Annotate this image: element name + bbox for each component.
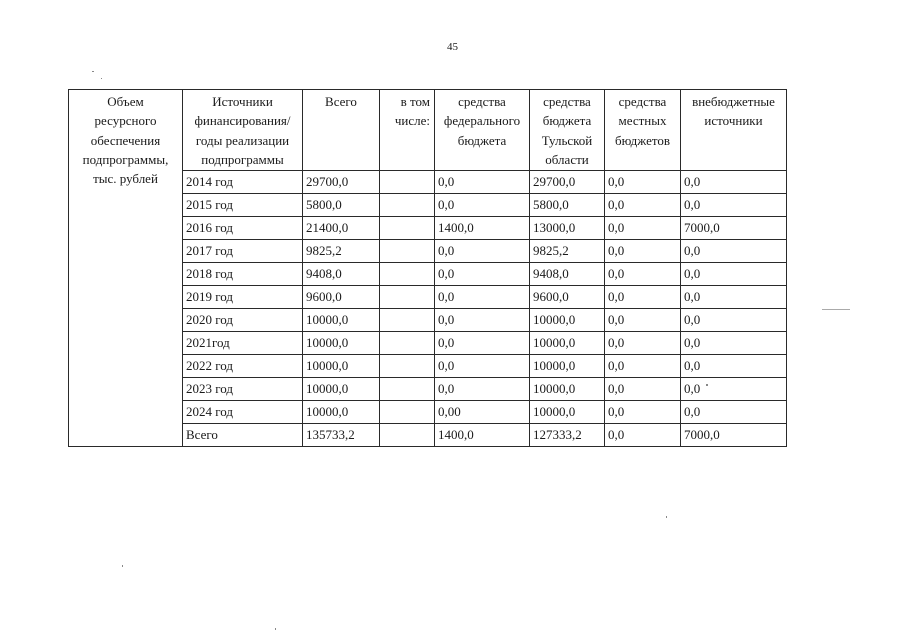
cell-extra: 0,0 bbox=[681, 263, 787, 286]
cell-year: 2020 год bbox=[183, 309, 303, 332]
cell-federal: 1400,0 bbox=[435, 424, 530, 447]
header-line: годы реализации bbox=[195, 132, 290, 148]
cell-local: 0,0 bbox=[605, 424, 681, 447]
cell-including bbox=[380, 194, 435, 217]
header-line: внебюджетные bbox=[692, 94, 775, 109]
header-line: финансирования/ bbox=[194, 113, 291, 129]
header-line: подпрограммы bbox=[201, 151, 284, 167]
cell-regional: 10000,0 bbox=[530, 355, 605, 378]
cell-including bbox=[380, 401, 435, 424]
cell-extra: 7000,0 bbox=[681, 217, 787, 240]
cell-regional: 127333,2 bbox=[530, 424, 605, 447]
scan-speck bbox=[92, 71, 94, 72]
cell-extra: 0,0 bbox=[681, 378, 787, 401]
row-label-text bbox=[72, 92, 179, 188]
cell-year: 2018 год bbox=[183, 263, 303, 286]
cell-total: 135733,2 bbox=[303, 424, 380, 447]
header-regional bbox=[530, 90, 605, 171]
header-total bbox=[303, 90, 380, 171]
cell-federal: 0,0 bbox=[435, 263, 530, 286]
cell-including bbox=[380, 378, 435, 401]
scan-speck bbox=[275, 628, 276, 630]
resource-table bbox=[68, 89, 787, 447]
header-federal bbox=[435, 90, 530, 171]
cell-extra: 0,0 bbox=[681, 355, 787, 378]
header-line: федерального bbox=[443, 113, 521, 129]
header-line: местных bbox=[618, 113, 667, 129]
header-sources bbox=[183, 90, 303, 171]
cell-federal: 0,0 bbox=[435, 309, 530, 332]
cell-extra: 0,0 bbox=[681, 171, 787, 194]
cell-year: 2024 год bbox=[183, 401, 303, 424]
header-including bbox=[380, 90, 435, 171]
cell-extra: 0,0 bbox=[681, 309, 787, 332]
cell-total: 29700,0 bbox=[303, 171, 380, 194]
cell-local: 0,0 bbox=[605, 309, 681, 332]
cell-local: 0,0 bbox=[605, 263, 681, 286]
header-line: тыс. рублей bbox=[93, 171, 158, 187]
cell-total: 5800,0 bbox=[303, 194, 380, 217]
cell-federal: 0,0 bbox=[435, 240, 530, 263]
cell-total: 10000,0 bbox=[303, 309, 380, 332]
cell-regional: 9825,2 bbox=[530, 240, 605, 263]
cell-regional: 9408,0 bbox=[530, 263, 605, 286]
cell-regional: 9600,0 bbox=[530, 286, 605, 309]
cell-federal: 0,0 bbox=[435, 286, 530, 309]
cell-including bbox=[380, 240, 435, 263]
header-line: Тульской bbox=[541, 132, 593, 148]
header-line: средства bbox=[618, 94, 667, 109]
cell-including bbox=[380, 286, 435, 309]
header-line: числе: bbox=[394, 113, 430, 129]
cell-extra: 0,0 bbox=[681, 286, 787, 309]
header-line: ресурсного bbox=[94, 113, 157, 129]
cell-federal: 1400,0 bbox=[435, 217, 530, 240]
cell-local: 0,0 bbox=[605, 401, 681, 424]
cell-including bbox=[380, 424, 435, 447]
cell-regional: 5800,0 bbox=[530, 194, 605, 217]
cell-regional: 29700,0 bbox=[530, 171, 605, 194]
scan-speck bbox=[666, 516, 667, 518]
cell-extra: 7000,0 bbox=[681, 424, 787, 447]
cell-including bbox=[380, 217, 435, 240]
cell-total: 9825,2 bbox=[303, 240, 380, 263]
cell-local: 0,0 bbox=[605, 217, 681, 240]
table-header-row bbox=[69, 90, 787, 171]
header-line: Объем bbox=[107, 94, 144, 109]
scan-speck bbox=[101, 78, 102, 79]
cell-federal: 0,0 bbox=[435, 378, 530, 401]
cell-local: 0,0 bbox=[605, 171, 681, 194]
cell-federal: 0,0 bbox=[435, 332, 530, 355]
header-line: подпрограммы, bbox=[82, 151, 169, 167]
cell-including bbox=[380, 171, 435, 194]
cell-extra: 0,0 bbox=[681, 240, 787, 263]
cell-year: 2016 год bbox=[183, 217, 303, 240]
cell-regional: 10000,0 bbox=[530, 309, 605, 332]
header-line: бюджета bbox=[542, 113, 592, 129]
cell-local: 0,0 bbox=[605, 355, 681, 378]
header-line: Всего bbox=[325, 94, 357, 109]
cell-regional: 10000,0 bbox=[530, 332, 605, 355]
cell-federal: 0,0 bbox=[435, 194, 530, 217]
cell-total: 10000,0 bbox=[303, 401, 380, 424]
cell-including bbox=[380, 263, 435, 286]
header-line: области bbox=[545, 151, 589, 167]
cell-extra: 0,0 bbox=[681, 332, 787, 355]
scan-speck bbox=[122, 565, 123, 567]
cell-year: 2017 год bbox=[183, 240, 303, 263]
header-local bbox=[605, 90, 681, 171]
row-label-cell bbox=[69, 90, 183, 447]
cell-total: 9408,0 bbox=[303, 263, 380, 286]
cell-local: 0,0 bbox=[605, 378, 681, 401]
cell-year: Всего bbox=[183, 424, 303, 447]
cell-year: 2019 год bbox=[183, 286, 303, 309]
cell-local: 0,0 bbox=[605, 194, 681, 217]
cell-including bbox=[380, 355, 435, 378]
cell-including bbox=[380, 332, 435, 355]
cell-extra: 0,0 bbox=[681, 401, 787, 424]
cell-year: 2021год bbox=[183, 332, 303, 355]
cell-federal: 0,0 bbox=[435, 171, 530, 194]
header-line: средства bbox=[543, 94, 591, 109]
cell-total: 10000,0 bbox=[303, 355, 380, 378]
cell-local: 0,0 bbox=[605, 286, 681, 309]
cell-including bbox=[380, 309, 435, 332]
header-line: в том bbox=[400, 94, 430, 109]
header-line: обеспечения bbox=[90, 132, 161, 148]
cell-total: 21400,0 bbox=[303, 217, 380, 240]
cell-regional: 13000,0 bbox=[530, 217, 605, 240]
header-line: средства bbox=[458, 94, 506, 109]
cell-total: 10000,0 bbox=[303, 378, 380, 401]
cell-extra: 0,0 bbox=[681, 194, 787, 217]
cell-regional: 10000,0 bbox=[530, 378, 605, 401]
cell-year: 2023 год bbox=[183, 378, 303, 401]
header-line: Источники bbox=[212, 94, 273, 109]
page-number: 45 bbox=[447, 41, 458, 53]
cell-federal: 0,0 bbox=[435, 355, 530, 378]
header-line: бюджета bbox=[457, 132, 507, 148]
cell-local: 0,0 bbox=[605, 240, 681, 263]
cell-total: 10000,0 bbox=[303, 332, 380, 355]
scan-speck bbox=[706, 384, 708, 386]
cell-regional: 10000,0 bbox=[530, 401, 605, 424]
header-extra bbox=[681, 90, 787, 171]
cell-year: 2015 год bbox=[183, 194, 303, 217]
cell-federal: 0,00 bbox=[435, 401, 530, 424]
scan-speck bbox=[822, 309, 850, 310]
cell-local: 0,0 bbox=[605, 332, 681, 355]
cell-year: 2014 год bbox=[183, 171, 303, 194]
header-line: источники bbox=[704, 113, 763, 129]
header-line: бюджетов bbox=[614, 132, 670, 148]
cell-total: 9600,0 bbox=[303, 286, 380, 309]
cell-year: 2022 год bbox=[183, 355, 303, 378]
